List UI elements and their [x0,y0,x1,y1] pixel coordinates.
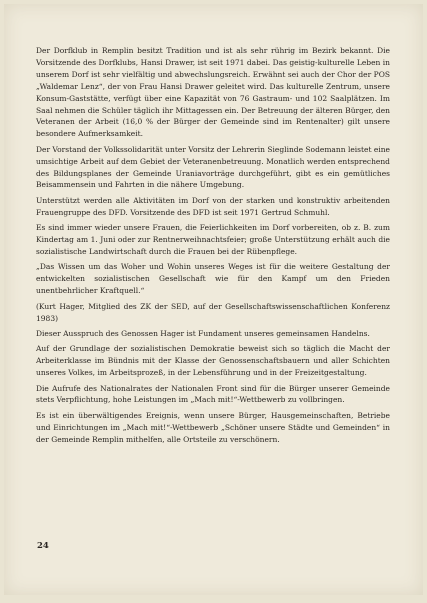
quote-hager: „Das Wissen um das Woher und Wohin unseres Weges ist für die weitere Gestaltung der entwickelten sozialistischen Gesellschaft wie für den Kampf um den Frieden unentbehrlicher Kraftquell.“ [36,262,390,296]
body-text [36,45,390,449]
paragraph-nationalrat: Die Aufrufe des Nationalrates der Nationalen Front sind für die Bürger unserer Gemeinde stets Verpflichtung, hohe Leistungen im „Mach mit!“-Wettbewerb zu vollbringen. [36,383,390,405]
paragraph-demokratie: Auf der Grundlage der sozialistischen Demokratie beweist sich so täglich die Macht der Arbeiterklasse im Bündnis mit der Klasse der Genossenschaftsbauern und aller Schichten unseres Volkes, im Arbeitsprozeß, in der Lebensführung und in der Freizeitgestaltung. [36,344,390,378]
paragraph-dorfklub: Der Dorfklub in Remplin besitzt Tradition und ist als sehr rührig im Bezirk bekannt. Die Vorsitzende des Dorfklubs, Hansi Drawer, ist seit 1971 dabei. Das geistig-kulturelle Leben in unserem Dorf ist sehr vielfältig und abwechslungsreich. Erwähnt sei auch der Chor der POS „Waldemar Lenz“, der von Frau Hansi Drawer geleitet wird. Das kulturelle Zentrum, unsere Konsum-Gaststätte, verfügt über eine Kapazität von 76 Gastraum- und 102 Saalplätzen. Im Saal nehmen die Schüler täglich ihr Mittagessen ein. Der Betreuung der älteren Bürger, den Veteranen der Arbeit (16,0 % der Bürger der Gemeinde sind im Rentenalter) gilt unsere besondere Aufmerksamkeit. [36,46,390,139]
paragraph-volkssolidaritaet: Der Vorstand der Volkssolidarität unter Vorsitz der Lehrerin Sieglinde Sodemann leistet eine umsichtige Arbeit auf dem Gebiet der Veteranenbetreuung. Monatlich werden entsprechend des Bildungsplanes der Gemeinde Uraniavorträge durchgeführt, gibt es ein gemütliches Beisammensein und Fahrten in die nähere Umgebung. [36,144,390,190]
document-page [4,4,423,595]
paragraph-ausspruch: Dieser Ausspruch des Genossen Hager ist Fundament unseres gemeinsamen Handelns. [36,328,370,338]
page-number: 24 [37,541,49,551]
quote-attribution: (Kurt Hager, Mitglied des ZK der SED, auf der Gesellschaftswissenschaftlichen Konferenz 1983) [36,301,390,323]
paragraph-wettbewerb: Es ist ein überwältigendes Ereignis, wenn unsere Bürger, Hausgemeinschaften, Betriebe und Einrichtungen im „Mach mit!“-Wettbewerb „Schöner unsere Städte und Gemeinden“ in der Gemeinde Remplin mithelfen, alle Ortsteile zu verschönern. [36,410,390,444]
paragraph-frauen: Es sind immer wieder unsere Frauen, die Feierlichkeiten im Dorf vorbereiten, ob z. B. zum Kindertag am 1. Juni oder zur Rentnerweihnachtsfeier; große Unterstützung erhält auch die sozialistische Landwirtschaft durch die Frauen bei der Rübenpflege. [36,223,390,256]
paragraph-dfd: Unterstützt werden alle Aktivitäten im Dorf von der starken und konstruktiv arbeitenden Frauengruppe des DFD. Vorsitzende des DFD ist seit 1971 Gertrud Schmuhl. [36,195,390,217]
